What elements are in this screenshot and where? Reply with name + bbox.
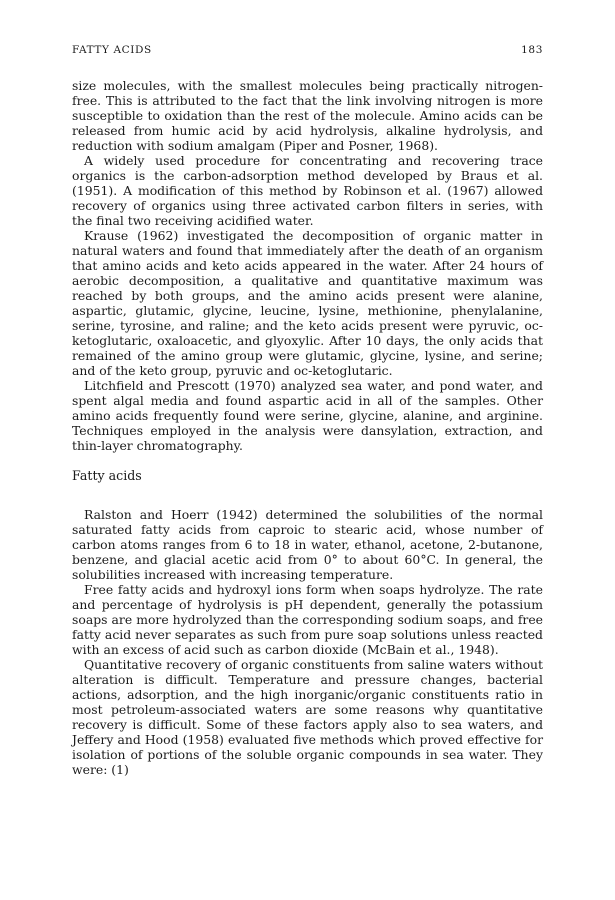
paragraph-2: A widely used procedure for concentrating and recovering trace organics is the carbon-adsorption method developed by Braus et al. (1951). A modification of this method by Robinson et al. (1967) allowed recovery of organics using three activated carbon filters in series, with the final two receiving acidified water. (72, 153, 543, 228)
page-header (72, 44, 543, 56)
page-body (72, 78, 543, 777)
paragraph-6: Free fatty acids and hydroxyl ions form when soaps hydrolyze. The rate and percentage of hydrolysis is pH dependent, generally the potassium soaps are more hydrolyzed than the corresponding sodium soaps, and free fatty acid never separates as such from pure soap solutions unless reacted with an excess of acid such as carbon dioxide (McBain et al., 1948). (72, 582, 543, 657)
paragraph-5: Ralston and Hoerr (1942) determined the solubilities of the normal saturated fatty acids from caproic to stearic acid, whose number of carbon atoms ranges from 6 to 18 in water, ethanol, acetone, 2-butanone, benzene, and glacial acetic acid from 0° to about 60°C. In general, the solubilities increased with increasing temperature. (72, 507, 543, 582)
page-number: 183 (521, 44, 543, 56)
paragraph-4: Litchfield and Prescott (1970) analyzed sea water, and pond water, and spent algal media and found aspartic acid in all of the samples. Other amino acids frequently found were serine, glycine, alanine, and arginine. Techniques employed in the analysis were dansylation, extraction, and thin-layer chromatography. (72, 378, 543, 453)
paragraph-3: Krause (1962) investigated the decomposition of organic matter in natural waters and found that immediately after the death of an organism that amino acids and keto acids appeared in the water. After 24 hours of aerobic decomposition, a qualitative and quantitative maximum was reached by both groups, and the amino acids present were alanine, aspartic, glutamic, glycine, leucine, lysine, methionine, phenylalanine, serine, tyrosine, and raline; and the keto acids present were pyruvic, oc-ketoglutaric, oxaloacetic, and glyoxylic. After 10 days, the only acids that remained of the amino group were glutamic, glycine, lysine, and serine; and of the keto group, pyruvic and oc-ketoglutaric. (72, 228, 543, 378)
paragraph-1: size molecules, with the smallest molecules being practically nitrogen-free. This is attributed to the fact that the link involving nitrogen is more susceptible to oxidation than the rest of the molecule. Amino acids can be released from humic acid by acid hydrolysis, alkaline hydrolysis, and reduction with sodium amalgam (Piper and Posner, 1968). (72, 78, 543, 153)
paragraph-7: Quantitative recovery of organic constituents from saline waters without alteration is difficult. Temperature and pressure changes, bacterial actions, adsorption, and the high inorganic/organic constituents ratio in most petroleum-associated waters are some reasons why quantitative recovery is difficult. Some of these factors apply also to sea waters, and Jeffery and Hood (1958) evaluated five methods which proved effective for isolation of portions of the soluble organic compounds in sea water. They were: (1) (72, 657, 543, 777)
running-title: FATTY ACIDS (72, 44, 152, 56)
section-heading: Fatty acids (72, 468, 142, 483)
